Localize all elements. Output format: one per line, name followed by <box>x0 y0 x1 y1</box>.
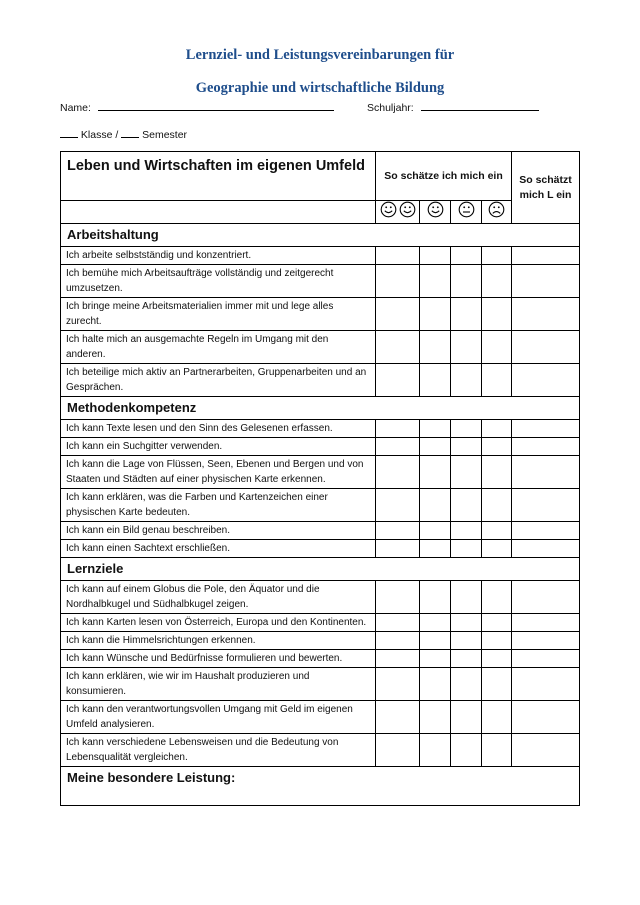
rating-cell-teacher[interactable] <box>512 734 580 767</box>
self-assessment-header: So schätze ich mich ein <box>376 152 512 201</box>
rating-cell-happy[interactable] <box>420 614 451 632</box>
special-achievement-row <box>61 767 580 806</box>
table-row <box>61 650 580 668</box>
rating-cell-very-happy[interactable] <box>376 438 420 456</box>
rating-cell-happy[interactable] <box>420 331 451 364</box>
rating-cell-neutral[interactable] <box>451 456 482 489</box>
rating-cell-happy[interactable] <box>420 701 451 734</box>
rating-cell-sad[interactable] <box>482 298 512 331</box>
rating-cell-teacher[interactable] <box>512 614 580 632</box>
rating-cell-sad[interactable] <box>482 668 512 701</box>
rating-cell-very-happy[interactable] <box>376 420 420 438</box>
rating-cell-happy[interactable] <box>420 456 451 489</box>
rating-cell-sad[interactable] <box>482 265 512 298</box>
rating-cell-very-happy[interactable] <box>376 522 420 540</box>
section-row <box>61 397 580 420</box>
rating-cell-happy[interactable] <box>420 438 451 456</box>
table-row <box>61 540 580 558</box>
rating-cell-happy[interactable] <box>420 632 451 650</box>
table-row <box>61 364 580 397</box>
statement-text: Ich kann die Lage von Flüssen, Seen, Ebenen und Bergen und von Staaten und Städten auf einer physischen Karte erkennen. <box>61 456 376 489</box>
rating-cell-happy[interactable] <box>420 734 451 767</box>
topic-title: Leben und Wirtschaften im eigenen Umfeld <box>61 152 376 201</box>
rating-cell-sad[interactable] <box>482 650 512 668</box>
name-line <box>60 100 334 114</box>
table-row <box>61 420 580 438</box>
statement-text: Ich kann ein Bild genau beschreiben. <box>61 522 376 540</box>
rating-cell-happy[interactable] <box>420 522 451 540</box>
rating-cell-teacher[interactable] <box>512 331 580 364</box>
rating-cell-sad[interactable] <box>482 364 512 397</box>
document-subtitle: Geographie und wirtschaftliche Bildung <box>195 80 445 96</box>
table-row <box>61 456 580 489</box>
rating-cell-very-happy[interactable] <box>376 614 420 632</box>
rating-cell-happy[interactable] <box>420 364 451 397</box>
rating-cell-teacher[interactable] <box>512 456 580 489</box>
rating-cell-sad[interactable] <box>482 734 512 767</box>
rating-cell-neutral[interactable] <box>451 265 482 298</box>
table-row <box>61 614 580 632</box>
rating-cell-happy[interactable] <box>420 298 451 331</box>
rating-cell-neutral[interactable] <box>451 650 482 668</box>
statement-text: Ich kann erklären, was die Farben und Kartenzeichen einer physischen Karte bedeuten. <box>61 489 376 522</box>
rating-cell-sad[interactable] <box>482 438 512 456</box>
rating-cell-neutral[interactable] <box>451 632 482 650</box>
happy-face-icon <box>427 201 444 223</box>
rating-cell-teacher[interactable] <box>512 581 580 614</box>
rating-cell-very-happy[interactable] <box>376 632 420 650</box>
year-line <box>367 100 539 114</box>
semester-label: Semester <box>142 129 188 141</box>
table-row <box>61 331 580 364</box>
rating-cell-neutral[interactable] <box>451 420 482 438</box>
rating-cell-neutral[interactable] <box>451 701 482 734</box>
rating-cell-sad[interactable] <box>482 489 512 522</box>
name-label: Name: <box>60 102 91 114</box>
rating-cell-happy[interactable] <box>420 540 451 558</box>
rating-cell-happy[interactable] <box>420 265 451 298</box>
document-title: Lernziel- und Leistungsvereinbarungen für <box>185 47 455 63</box>
year-label: Schuljahr: <box>367 102 414 114</box>
rating-cell-neutral[interactable] <box>451 540 482 558</box>
rating-cell-neutral[interactable] <box>451 438 482 456</box>
rating-cell-sad[interactable] <box>482 247 512 265</box>
table-row <box>61 581 580 614</box>
statement-text: Ich arbeite selbstständig und konzentriert. <box>61 247 376 265</box>
statement-text: Ich kann auf einem Globus die Pole, den Äquator und die Nordhalbkugel und Südhalbkugel zeigen. <box>61 581 376 614</box>
rating-cell-neutral[interactable] <box>451 364 482 397</box>
special-achievement-field[interactable]: Meine besondere Leistung: <box>61 767 580 806</box>
rating-cell-very-happy[interactable] <box>376 247 420 265</box>
rating-cell-teacher[interactable] <box>512 247 580 265</box>
rating-cell-sad[interactable] <box>482 420 512 438</box>
section-title: Arbeitshaltung <box>61 224 580 247</box>
class-field[interactable] <box>60 127 78 138</box>
rating-cell-sad[interactable] <box>482 456 512 489</box>
rating-cell-happy[interactable] <box>420 668 451 701</box>
rating-cell-happy[interactable] <box>420 489 451 522</box>
rating-cell-very-happy[interactable] <box>376 668 420 701</box>
rating-cell-neutral[interactable] <box>451 668 482 701</box>
rating-cell-sad[interactable] <box>482 540 512 558</box>
assessment-table <box>60 151 580 806</box>
statement-text: Ich beteilige mich aktiv an Partnerarbeiten, Gruppenarbeiten und an Gesprächen. <box>61 364 376 397</box>
class-label: Klasse / <box>80 129 119 141</box>
rating-cell-teacher[interactable] <box>512 438 580 456</box>
rating-cell-very-happy[interactable] <box>376 489 420 522</box>
rating-cell-happy[interactable] <box>420 420 451 438</box>
rating-cell-very-happy[interactable] <box>376 298 420 331</box>
rating-cell-sad[interactable] <box>482 614 512 632</box>
year-field[interactable] <box>421 100 539 111</box>
class-line <box>60 127 187 141</box>
section-title: Lernziele <box>61 558 580 581</box>
rating-cell-sad[interactable] <box>482 701 512 734</box>
table-row <box>61 265 580 298</box>
rating-cell-very-happy[interactable] <box>376 734 420 767</box>
teacher-assessment-header: So schätzt mich L ein <box>512 152 580 224</box>
rating-cell-happy[interactable] <box>420 247 451 265</box>
semester-field[interactable] <box>121 127 139 138</box>
sad-face-icon <box>488 201 505 223</box>
table-row <box>61 632 580 650</box>
rating-cell-teacher[interactable] <box>512 522 580 540</box>
rating-cell-happy[interactable] <box>420 581 451 614</box>
rating-cell-very-happy[interactable] <box>376 701 420 734</box>
table-row <box>61 489 580 522</box>
statement-text: Ich kann den verantwortungsvollen Umgang mit Geld im eigenen Umfeld analysieren. <box>61 701 376 734</box>
rating-cell-sad[interactable] <box>482 331 512 364</box>
rating-cell-neutral[interactable] <box>451 734 482 767</box>
table-row <box>61 668 580 701</box>
table-row <box>61 298 580 331</box>
rating-cell-teacher[interactable] <box>512 650 580 668</box>
rating-cell-very-happy[interactable] <box>376 265 420 298</box>
rating-cell-neutral[interactable] <box>451 614 482 632</box>
statement-text: Ich kann Wünsche und Bedürfnisse formulieren und bewerten. <box>61 650 376 668</box>
statement-text: Ich kann ein Suchgitter verwenden. <box>61 438 376 456</box>
statement-text: Ich halte mich an ausgemachte Regeln im Umgang mit den anderen. <box>61 331 376 364</box>
happy-column-header <box>420 201 451 224</box>
rating-cell-sad[interactable] <box>482 522 512 540</box>
table-row <box>61 701 580 734</box>
rating-cell-teacher[interactable] <box>512 632 580 650</box>
rating-cell-neutral[interactable] <box>451 489 482 522</box>
rating-cell-neutral[interactable] <box>451 522 482 540</box>
rating-cell-teacher[interactable] <box>512 701 580 734</box>
neutral-face-icon <box>458 201 475 223</box>
statement-text: Ich bemühe mich Arbeitsaufträge vollständig und zeitgerecht umzusetzen. <box>61 265 376 298</box>
rating-cell-neutral[interactable] <box>451 247 482 265</box>
statement-text: Ich kann Texte lesen und den Sinn des Gelesenen erfassen. <box>61 420 376 438</box>
statement-text: Ich kann erklären, wie wir im Haushalt produzieren und konsumieren. <box>61 668 376 701</box>
rating-cell-very-happy[interactable] <box>376 456 420 489</box>
table-row <box>61 438 580 456</box>
rating-cell-very-happy[interactable] <box>376 540 420 558</box>
rating-cell-neutral[interactable] <box>451 298 482 331</box>
rating-cell-teacher[interactable] <box>512 420 580 438</box>
statement-text: Ich kann verschiedene Lebensweisen und die Bedeutung von Lebensqualität vergleichen. <box>61 734 376 767</box>
rating-cell-teacher[interactable] <box>512 668 580 701</box>
rating-cell-happy[interactable] <box>420 650 451 668</box>
rating-cell-teacher[interactable] <box>512 364 580 397</box>
rating-cell-neutral[interactable] <box>451 331 482 364</box>
rating-cell-teacher[interactable] <box>512 489 580 522</box>
rating-cell-very-happy[interactable] <box>376 331 420 364</box>
section-row <box>61 558 580 581</box>
neutral-column-header <box>451 201 482 224</box>
rating-cell-teacher[interactable] <box>512 298 580 331</box>
table-row <box>61 734 580 767</box>
rating-cell-neutral[interactable] <box>451 581 482 614</box>
very-happy-column-header <box>376 201 420 224</box>
smiley-row-spacer <box>61 201 376 224</box>
name-field[interactable] <box>98 100 334 111</box>
section-row <box>61 224 580 247</box>
rating-cell-very-happy[interactable] <box>376 581 420 614</box>
rating-cell-teacher[interactable] <box>512 540 580 558</box>
section-title: Methodenkompetenz <box>61 397 580 420</box>
rating-cell-very-happy[interactable] <box>376 650 420 668</box>
table-row <box>61 522 580 540</box>
statement-text: Ich kann Karten lesen von Österreich, Europa und den Kontinenten. <box>61 614 376 632</box>
rating-cell-sad[interactable] <box>482 632 512 650</box>
very-happy-face-icon <box>380 201 416 223</box>
statement-text: Ich bringe meine Arbeitsmaterialien immer mit und lege alles zurecht. <box>61 298 376 331</box>
rating-cell-teacher[interactable] <box>512 265 580 298</box>
statement-text: Ich kann einen Sachtext erschließen. <box>61 540 376 558</box>
statement-text: Ich kann die Himmelsrichtungen erkennen. <box>61 632 376 650</box>
rating-cell-sad[interactable] <box>482 581 512 614</box>
rating-cell-very-happy[interactable] <box>376 364 420 397</box>
sad-column-header <box>482 201 512 224</box>
table-row <box>61 247 580 265</box>
